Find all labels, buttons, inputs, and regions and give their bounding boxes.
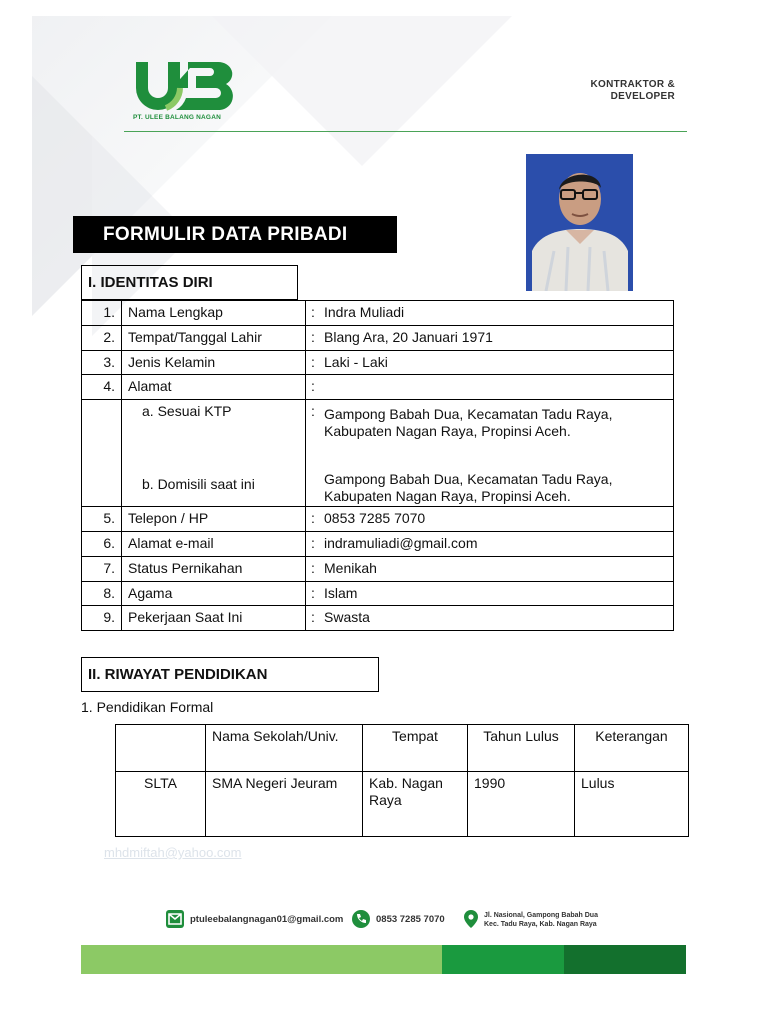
column-header: Tempat <box>363 725 468 772</box>
footer-address-text <box>484 912 598 929</box>
table-row <box>82 301 674 326</box>
row-number: 9. <box>82 606 122 631</box>
mail-icon <box>166 910 184 928</box>
colon: : <box>306 581 321 606</box>
footer-bar-light <box>81 945 442 974</box>
graduation-year: 1990 <box>468 772 575 837</box>
colon: : <box>306 301 321 326</box>
formal-education-label: 1. Pendidikan Formal <box>81 699 214 715</box>
footer-bar-mid <box>442 945 564 974</box>
document-page <box>32 16 737 1016</box>
row-value: Islam <box>320 581 674 606</box>
school-place-line-2: Raya <box>369 792 402 808</box>
table-row <box>82 531 674 556</box>
row-value: Blang Ara, 20 Januari 1971 <box>320 325 674 350</box>
colon: : <box>306 350 321 375</box>
school-name: SMA Negeri Jeuram <box>206 772 363 837</box>
table-row <box>82 375 674 400</box>
colon: : <box>306 556 321 581</box>
row-number-empty <box>82 400 122 507</box>
tagline-line-2: DEVELOPER <box>610 91 675 102</box>
table-row <box>116 772 689 837</box>
footer-address-line-1: Jl. Nasional, Gampong Babah Dua <box>484 912 598 919</box>
section-identitas-heading: I. IDENTITAS DIRI <box>81 265 298 300</box>
footer-address-line-2: Kec. Tadu Raya, Kab. Nagan Raya <box>484 920 597 928</box>
row-value <box>320 375 674 400</box>
address-domisili-line-1: Gampong Babah Dua, Kecamatan Tadu Raya, <box>324 471 613 488</box>
colon: : <box>306 507 321 532</box>
column-header <box>116 725 206 772</box>
row-value: Laki - Laki <box>320 350 674 375</box>
education-level: SLTA <box>116 772 206 837</box>
table-row <box>82 606 674 631</box>
row-value: Swasta <box>320 606 674 631</box>
tagline-line-1: KONTRAKTOR & <box>590 79 675 90</box>
colon: : <box>306 375 321 400</box>
faint-email-text: mhdmiftah@yahoo.com <box>104 845 242 860</box>
column-header: Tahun Lulus <box>468 725 575 772</box>
row-number: 7. <box>82 556 122 581</box>
school-place-line-1: Kab. Nagan <box>369 775 443 791</box>
footer-address <box>464 910 598 931</box>
tagline <box>590 79 675 103</box>
row-value: Indra Muliadi <box>320 301 674 326</box>
row-value: 0853 7285 7070 <box>320 507 674 532</box>
address-domisili-value <box>324 469 612 505</box>
colon: : <box>306 606 321 631</box>
table-header-row <box>116 725 689 772</box>
phone-icon <box>352 910 370 928</box>
colon: : <box>306 325 321 350</box>
row-number: 4. <box>82 375 122 400</box>
header-divider <box>124 131 687 132</box>
education-table <box>115 724 689 837</box>
table-row <box>82 325 674 350</box>
footer-phone-text: 0853 7285 7070 <box>376 913 445 925</box>
row-label: Alamat e-mail <box>122 531 306 556</box>
address-ktp-line-2: Kabupaten Nagan Raya, Propinsi Aceh. <box>324 423 571 440</box>
address-ktp-label: a. Sesuai KTP <box>142 403 232 420</box>
address-values <box>320 400 674 507</box>
address-domisili-label: b. Domisili saat ini <box>142 476 255 493</box>
row-label: Jenis Kelamin <box>122 350 306 375</box>
address-ktp-value <box>324 404 612 440</box>
colon: : <box>306 531 321 556</box>
row-number: 6. <box>82 531 122 556</box>
row-number: 3. <box>82 350 122 375</box>
identity-table <box>81 300 674 631</box>
footer-email-text: ptuleebalangnagan01@gmail.com <box>190 913 344 925</box>
education-note: Lulus <box>575 772 689 837</box>
footer-bar-dark <box>564 945 686 974</box>
school-place <box>363 772 468 837</box>
row-value: indramuliadi@gmail.com <box>320 531 674 556</box>
row-label: Pekerjaan Saat Ini <box>122 606 306 631</box>
table-row <box>82 507 674 532</box>
footer-email <box>166 910 343 928</box>
company-name: PT. ULEE BALANG NAGAN <box>133 114 221 121</box>
row-label: Nama Lengkap <box>122 301 306 326</box>
table-row <box>82 350 674 375</box>
location-pin-icon <box>464 910 478 931</box>
row-label: Agama <box>122 581 306 606</box>
row-number: 5. <box>82 507 122 532</box>
address-labels <box>122 400 306 507</box>
address-ktp-line-1: Gampong Babah Dua, Kecamatan Tadu Raya, <box>324 406 613 423</box>
colon: : <box>306 400 321 507</box>
row-label: Alamat <box>122 375 306 400</box>
row-label: Tempat/Tanggal Lahir <box>122 325 306 350</box>
row-number: 8. <box>82 581 122 606</box>
address-row <box>82 400 674 507</box>
row-number: 1. <box>82 301 122 326</box>
row-label: Status Pernikahan <box>122 556 306 581</box>
column-header: Nama Sekolah/Univ. <box>206 725 363 772</box>
form-title: FORMULIR DATA PRIBADI <box>73 216 397 253</box>
column-header: Keterangan <box>575 725 689 772</box>
address-domisili-line-2: Kabupaten Nagan Raya, Propinsi Aceh. <box>324 488 571 505</box>
row-value: Menikah <box>320 556 674 581</box>
profile-photo <box>526 154 633 291</box>
section-pendidikan-heading: II. RIWAYAT PENDIDIKAN <box>81 657 379 692</box>
row-label: Telepon / HP <box>122 507 306 532</box>
footer-phone <box>352 910 445 928</box>
table-row <box>82 556 674 581</box>
row-number: 2. <box>82 325 122 350</box>
table-row <box>82 581 674 606</box>
